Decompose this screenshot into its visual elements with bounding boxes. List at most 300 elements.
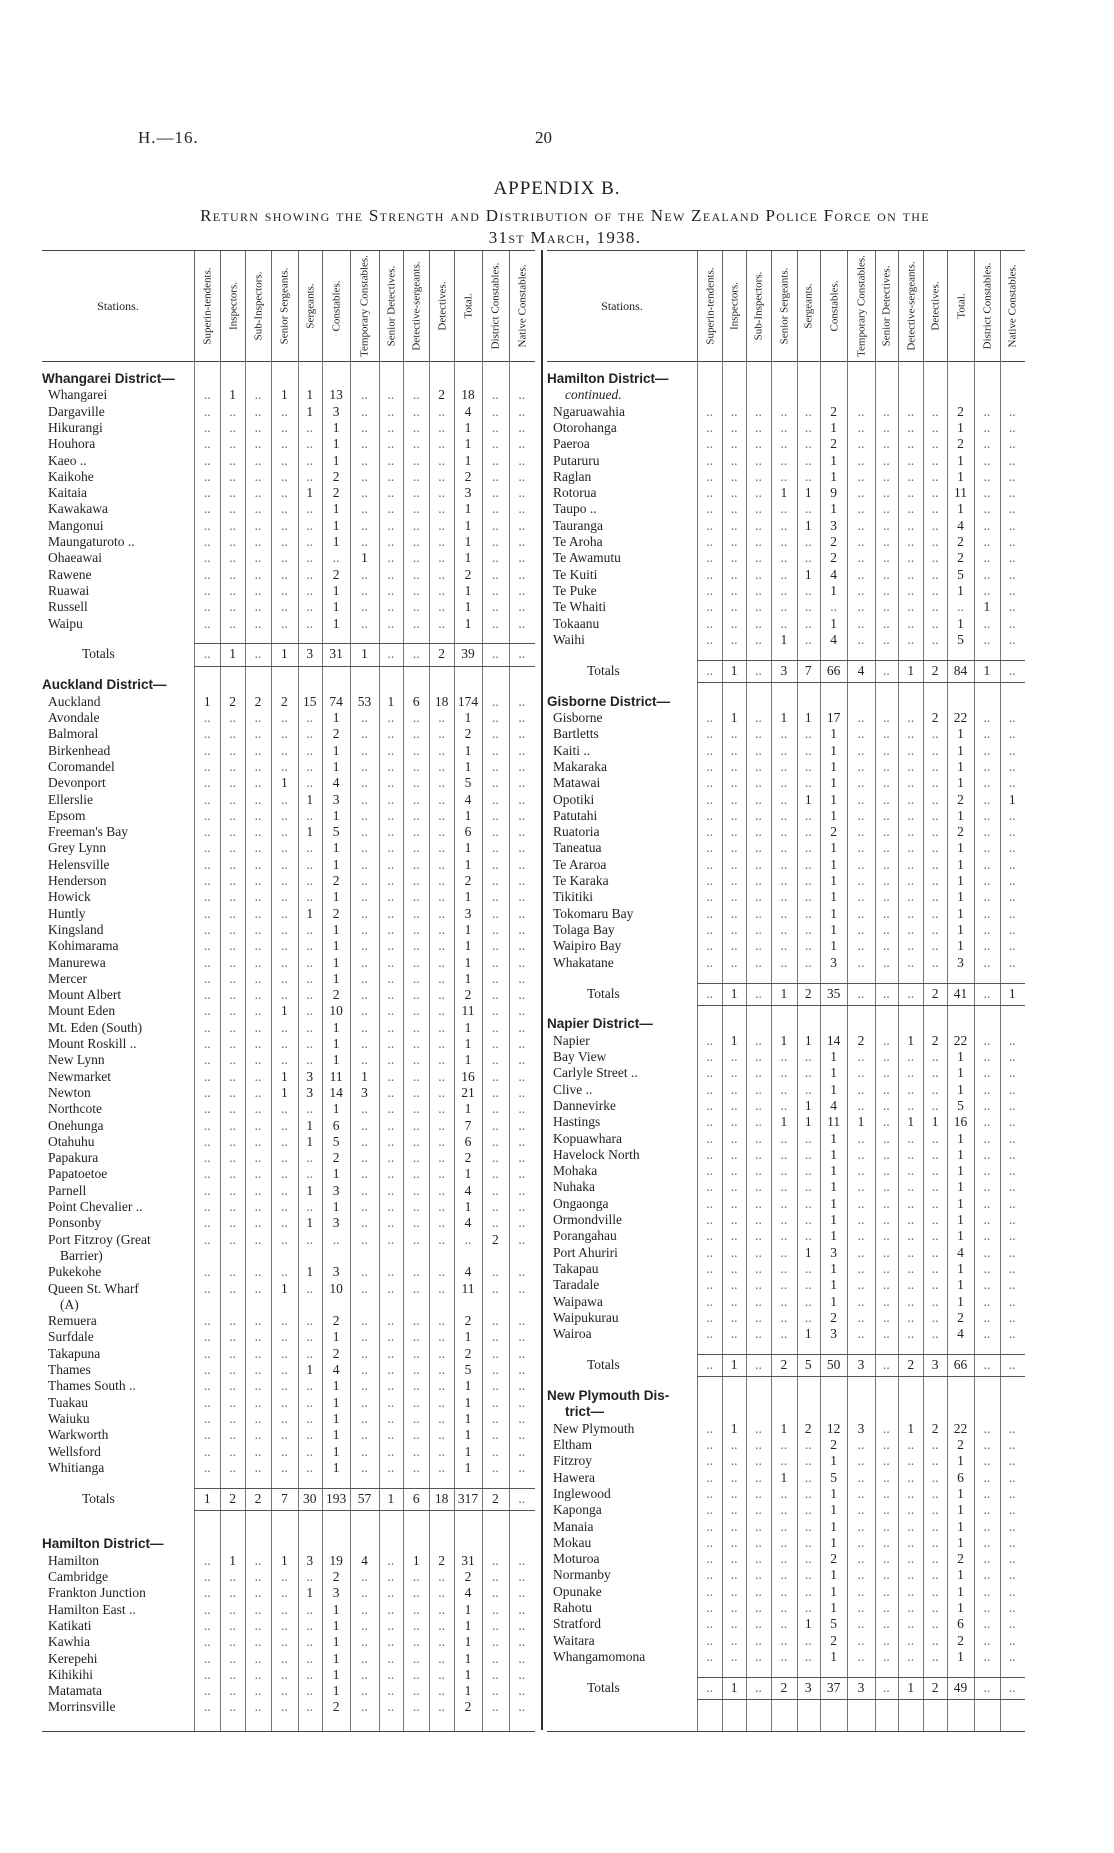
cell-value: .. (361, 889, 368, 905)
cell-value: .. (492, 840, 499, 856)
table-row (42, 775, 535, 791)
table-row (42, 534, 535, 550)
cell-value: 1 (464, 517, 472, 533)
cell-value: 5 (464, 1362, 472, 1378)
cell-value: .. (306, 1378, 314, 1394)
cell-value: .. (804, 534, 812, 549)
cell-value: .. (983, 1179, 991, 1195)
cell-value: .. (361, 452, 368, 468)
cell-value: .. (983, 710, 991, 726)
cell-value: .. (857, 1502, 865, 1518)
station-name: Pukekohe (48, 1264, 102, 1280)
cell-value: .. (907, 1163, 915, 1179)
cell-value: 1 (907, 1679, 915, 1695)
cell-value: .. (706, 1114, 714, 1130)
cell-value: .. (412, 550, 420, 566)
cell-value: .. (306, 1019, 314, 1035)
cell-value: .. (983, 1097, 991, 1113)
cell-value: .. (412, 1427, 420, 1443)
cell-value: .. (229, 1036, 236, 1052)
table-row (547, 808, 1025, 824)
station-name: Moturoa (553, 1551, 600, 1567)
cell-value: 15 (302, 693, 317, 709)
cell-value: .. (229, 1313, 236, 1329)
station-name: Opotiki (553, 791, 595, 807)
cell-value: .. (730, 615, 738, 631)
cell-value: 1 (730, 1679, 738, 1695)
cell-value: .. (857, 985, 865, 1001)
cell-value: 1 (830, 1600, 837, 1616)
cell-value: 1 (464, 840, 472, 856)
cell-value: .. (755, 1632, 762, 1648)
cell-value: .. (412, 1459, 420, 1475)
cell-value: .. (931, 742, 939, 758)
cell-value: .. (492, 1601, 499, 1617)
cell-value: .. (1008, 582, 1016, 598)
cell-value: .. (931, 582, 939, 598)
cell-value: .. (883, 419, 890, 435)
cell-value: .. (706, 873, 714, 889)
cell-value: .. (907, 1502, 915, 1518)
cell-value: 3 (306, 1068, 314, 1084)
district-name: Hamilton District— (42, 1536, 164, 1552)
totals-rule (697, 1699, 1025, 1700)
cell-value: .. (361, 1003, 368, 1019)
column-header-label: Sergeants. (802, 283, 815, 329)
cell-value: .. (931, 419, 939, 435)
cell-value: .. (931, 1469, 939, 1485)
cell-value: .. (706, 1616, 714, 1632)
cell-value: .. (518, 889, 526, 905)
station-name: Waipukurau (553, 1309, 619, 1325)
cell-value: .. (857, 742, 865, 758)
cell-value: .. (931, 1616, 939, 1632)
cell-value: .. (706, 1309, 714, 1325)
table-row (547, 1098, 1025, 1114)
cell-value: 1 (804, 1097, 812, 1113)
column-header (403, 251, 430, 361)
cell-value: .. (983, 807, 991, 823)
cell-value: .. (203, 889, 211, 905)
cell-value: .. (907, 582, 915, 598)
cell-value: .. (931, 1485, 939, 1501)
cell-value: .. (755, 1212, 762, 1228)
cell-value: .. (706, 550, 714, 566)
cell-value: .. (755, 1195, 762, 1211)
cell-value: .. (706, 1648, 714, 1664)
cell-value: .. (412, 1280, 420, 1296)
cell-value: .. (306, 1427, 314, 1443)
cell-value: .. (730, 905, 738, 921)
cell-value: 1 (857, 1114, 865, 1130)
cell-value: .. (518, 1101, 526, 1117)
cell-value: .. (983, 954, 991, 970)
cell-value: 4 (830, 566, 837, 582)
cell-value: .. (907, 840, 915, 856)
cell-value: .. (203, 1329, 211, 1345)
district-name: Napier District— (547, 1016, 653, 1032)
cell-value: .. (857, 1453, 865, 1469)
cell-value: .. (518, 501, 526, 517)
station-name: Te Awamutu (553, 550, 621, 566)
cell-value: .. (983, 1326, 991, 1342)
cell-value: .. (438, 582, 446, 598)
cell-value: .. (438, 1459, 446, 1475)
cell-value: .. (280, 1264, 288, 1280)
cell-value: .. (280, 1150, 288, 1166)
cell-value: .. (983, 889, 991, 905)
cell-value: 50 (826, 1357, 841, 1373)
cell-value: .. (804, 1485, 812, 1501)
station-name: Frankton Junction (48, 1585, 146, 1601)
cell-value: .. (755, 1049, 762, 1065)
cell-value: .. (1008, 403, 1016, 419)
cell-value: 1 (306, 1117, 314, 1133)
cell-value: .. (492, 1459, 499, 1475)
station-name: Papakura (48, 1150, 99, 1166)
cell-value: .. (804, 1212, 812, 1228)
table-row (547, 1196, 1025, 1212)
cell-value: .. (518, 1264, 526, 1280)
cell-value: .. (857, 710, 865, 726)
station-name: Rotorua (553, 485, 597, 501)
cell-value: 2 (438, 1552, 446, 1568)
station-name: Waipiro Bay (553, 938, 622, 954)
cell-value: .. (332, 1231, 340, 1247)
cell-value: .. (387, 1394, 395, 1410)
cell-value: .. (730, 758, 738, 774)
cell-value: .. (931, 921, 939, 937)
cell-value: 1 (830, 1081, 837, 1097)
cell-value: .. (438, 1329, 446, 1345)
cell-value: .. (730, 517, 738, 533)
totals-row (42, 646, 535, 662)
cell-value: .. (804, 938, 812, 954)
cell-value: .. (254, 1459, 262, 1475)
cell-value: 2 (907, 1357, 915, 1373)
station-name: Henderson (48, 873, 107, 889)
cell-value: 1 (464, 1199, 472, 1215)
cell-value: 1 (957, 921, 964, 937)
cell-value: .. (907, 985, 915, 1001)
cell-value: 1 (804, 485, 812, 501)
cell-value: .. (280, 582, 288, 598)
cell-value: .. (755, 452, 762, 468)
cell-value: .. (254, 419, 262, 435)
cell-value: .. (931, 452, 939, 468)
cell-value: .. (804, 550, 812, 566)
cell-value: .. (361, 501, 368, 517)
cell-value: .. (280, 921, 288, 937)
cell-value: .. (361, 987, 368, 1003)
table-row (547, 1033, 1025, 1049)
cell-value: .. (907, 1081, 915, 1097)
cell-value: 1 (464, 452, 472, 468)
cell-value: .. (492, 1569, 499, 1585)
station-name: Eltham (553, 1437, 592, 1453)
table-row (42, 694, 535, 710)
cell-value: .. (883, 985, 890, 1001)
cell-value: .. (730, 566, 738, 582)
cell-value: .. (857, 921, 865, 937)
cell-value: .. (730, 1453, 738, 1469)
cell-value: .. (857, 599, 865, 615)
cell-value: .. (518, 1569, 526, 1585)
cell-value: .. (361, 807, 368, 823)
station-name: Hamilton (48, 1552, 99, 1568)
cell-value: .. (203, 1231, 211, 1247)
cell-value: .. (387, 468, 395, 484)
cell-value: .. (983, 615, 991, 631)
table-row (547, 1470, 1025, 1486)
table-row (42, 889, 535, 905)
cell-value: .. (229, 807, 236, 823)
cell-value: .. (804, 419, 812, 435)
cell-value: .. (1008, 726, 1016, 742)
station-name: Totals (587, 1357, 620, 1373)
cell-value: .. (907, 1551, 915, 1567)
cell-value: 2 (857, 1032, 865, 1048)
cell-value: .. (229, 921, 236, 937)
cell-value: .. (412, 1117, 420, 1133)
station-name: Tuakau (48, 1394, 89, 1410)
cell-value: .. (1008, 501, 1016, 517)
cell-value: .. (518, 387, 526, 403)
cell-value: 2 (957, 791, 964, 807)
cell-value: .. (306, 582, 314, 598)
cell-value: 7 (804, 662, 812, 678)
station-name: Kopuawhara (553, 1130, 622, 1146)
table-row (547, 1179, 1025, 1195)
cell-value: .. (254, 710, 262, 726)
cell-value: .. (1008, 840, 1016, 856)
cell-value: .. (804, 856, 812, 872)
cell-value: 1 (464, 1052, 472, 1068)
cell-value: .. (730, 742, 738, 758)
cell-value: 1 (464, 1410, 472, 1426)
cell-value: .. (931, 1551, 939, 1567)
cell-value: .. (361, 1231, 368, 1247)
cell-value: .. (780, 599, 788, 615)
cell-value: .. (518, 1036, 526, 1052)
cell-value: .. (438, 550, 446, 566)
cell-value: .. (907, 1485, 915, 1501)
station-name: Mercer (48, 970, 87, 986)
cell-value: .. (1008, 1616, 1016, 1632)
cell-value: .. (518, 436, 526, 452)
cell-value: .. (492, 1084, 499, 1100)
cell-value: .. (1008, 599, 1016, 615)
cell-value: .. (1008, 419, 1016, 435)
table-row (547, 567, 1025, 583)
cell-value: .. (387, 1052, 395, 1068)
table-row (547, 1261, 1025, 1277)
cell-value: 1 (280, 1280, 288, 1296)
cell-value: 1 (306, 791, 314, 807)
cell-value: .. (755, 1326, 762, 1342)
cell-value: .. (438, 970, 446, 986)
cell-value: .. (438, 615, 446, 631)
cell-value: 2 (332, 987, 340, 1003)
cell-value: .. (229, 970, 236, 986)
cell-value: .. (730, 1163, 738, 1179)
cell-value: .. (706, 1420, 714, 1436)
cell-value: .. (361, 775, 368, 791)
cell-value: .. (203, 1601, 211, 1617)
cell-value: .. (907, 742, 915, 758)
cell-value: .. (229, 468, 236, 484)
cell-value: .. (983, 775, 991, 791)
cell-value: .. (706, 1244, 714, 1260)
cell-value: .. (780, 840, 788, 856)
cell-value: .. (229, 1585, 236, 1601)
cell-value: 1 (804, 1114, 812, 1130)
cell-value: .. (1008, 1437, 1016, 1453)
cell-value: .. (883, 1228, 890, 1244)
cell-value: .. (780, 824, 788, 840)
cell-value: .. (387, 1133, 395, 1149)
station-name: (A) (60, 1296, 79, 1312)
cell-value: 1 (957, 1518, 964, 1534)
cell-value: .. (730, 1277, 738, 1293)
cell-value: .. (229, 452, 236, 468)
station-name: Kawhia (48, 1634, 90, 1650)
cell-value: .. (412, 938, 420, 954)
column-header-label: District Constables. (489, 262, 502, 350)
cell-value: 2 (229, 1490, 236, 1506)
cell-value: .. (983, 1277, 991, 1293)
cell-value: 35 (826, 985, 841, 1001)
cell-value: 1 (464, 1166, 472, 1182)
cell-value: .. (387, 1150, 395, 1166)
cell-value: 3 (306, 646, 314, 662)
cell-value: .. (883, 807, 890, 823)
cell-value: 3 (332, 403, 340, 419)
cell-value: .. (755, 1146, 762, 1162)
cell-value: .. (412, 987, 420, 1003)
cell-value: .. (1008, 1309, 1016, 1325)
cell-value: .. (755, 1616, 762, 1632)
cell-value: .. (1008, 1130, 1016, 1146)
cell-value: .. (387, 1362, 395, 1378)
column-header (429, 251, 454, 361)
station-name: Kihikihi (48, 1666, 94, 1682)
cell-value: .. (755, 1163, 762, 1179)
cell-value: .. (907, 631, 915, 647)
table-row (547, 1131, 1025, 1147)
cell-value: 1 (332, 1666, 340, 1682)
cell-value: .. (254, 873, 262, 889)
table-row (42, 987, 535, 1003)
cell-value: .. (1008, 1179, 1016, 1195)
cell-value: 2 (332, 1345, 340, 1361)
table-row (547, 1065, 1025, 1081)
cell-value: .. (755, 905, 762, 921)
table-row (42, 1395, 535, 1411)
cell-value: .. (883, 1534, 890, 1550)
cell-value: .. (907, 1228, 915, 1244)
cell-value: 1 (957, 1293, 964, 1309)
cell-value: 1 (332, 582, 340, 598)
cell-value: .. (203, 1280, 211, 1296)
cell-value: .. (518, 726, 526, 742)
cell-value: .. (203, 550, 211, 566)
station-name: Maungaturoto .. (48, 534, 135, 549)
table-row (547, 857, 1025, 873)
cell-value: .. (387, 856, 395, 872)
station-name: Tokaanu (553, 615, 600, 631)
cell-value: .. (1008, 1534, 1016, 1550)
cell-value: .. (229, 1003, 236, 1019)
cell-value: .. (804, 873, 812, 889)
cell-value: .. (438, 1084, 446, 1100)
cell-value: .. (1008, 1326, 1016, 1342)
cell-value: .. (203, 791, 211, 807)
cell-value: .. (857, 1277, 865, 1293)
cell-value: .. (931, 436, 939, 452)
cell-value: .. (883, 1648, 890, 1664)
table-row (547, 1551, 1025, 1567)
cell-value: .. (883, 566, 890, 582)
cell-value: .. (780, 1130, 788, 1146)
cell-value: .. (387, 1699, 395, 1715)
cell-value: .. (492, 905, 499, 921)
column-header (697, 251, 723, 361)
table-row (42, 1052, 535, 1068)
cell-value: 1 (332, 921, 340, 937)
station-name: Mangonui (48, 517, 104, 533)
cell-value: .. (361, 403, 368, 419)
cell-value: .. (907, 1049, 915, 1065)
cell-value: .. (361, 566, 368, 582)
cell-value: .. (229, 1617, 236, 1633)
station-name: Porangahau (553, 1228, 617, 1244)
cell-value: .. (254, 775, 262, 791)
cell-value: .. (883, 1437, 890, 1453)
cell-value: .. (804, 1293, 812, 1309)
cell-value: .. (706, 1163, 714, 1179)
cell-value: .. (883, 1097, 890, 1113)
cell-value: .. (387, 921, 395, 937)
cell-value: .. (931, 599, 939, 615)
cell-value: .. (492, 987, 499, 1003)
cell-value: 2 (464, 566, 472, 582)
table-row (42, 1003, 535, 1019)
totals-rule (194, 1510, 535, 1511)
cell-value: .. (229, 1150, 236, 1166)
cell-value: .. (387, 726, 395, 742)
cell-value: .. (306, 436, 314, 452)
cell-value: 14 (826, 1032, 841, 1048)
cell-value: .. (804, 905, 812, 921)
cell-value: .. (492, 1101, 499, 1117)
cell-value: .. (280, 566, 288, 582)
cell-value: .. (755, 615, 762, 631)
cell-value: 21 (461, 1084, 475, 1100)
cell-value: .. (857, 631, 865, 647)
cell-value: .. (518, 1394, 526, 1410)
cell-value: .. (280, 1182, 288, 1198)
cell-value: .. (306, 501, 314, 517)
cell-value: .. (361, 921, 368, 937)
cell-value: .. (706, 1518, 714, 1534)
cell-value: 1 (464, 954, 472, 970)
cell-value: 1 (387, 693, 395, 709)
cell-value: .. (706, 775, 714, 791)
column-header (771, 251, 797, 361)
cell-value: 3 (830, 954, 837, 970)
cell-value: .. (730, 582, 738, 598)
